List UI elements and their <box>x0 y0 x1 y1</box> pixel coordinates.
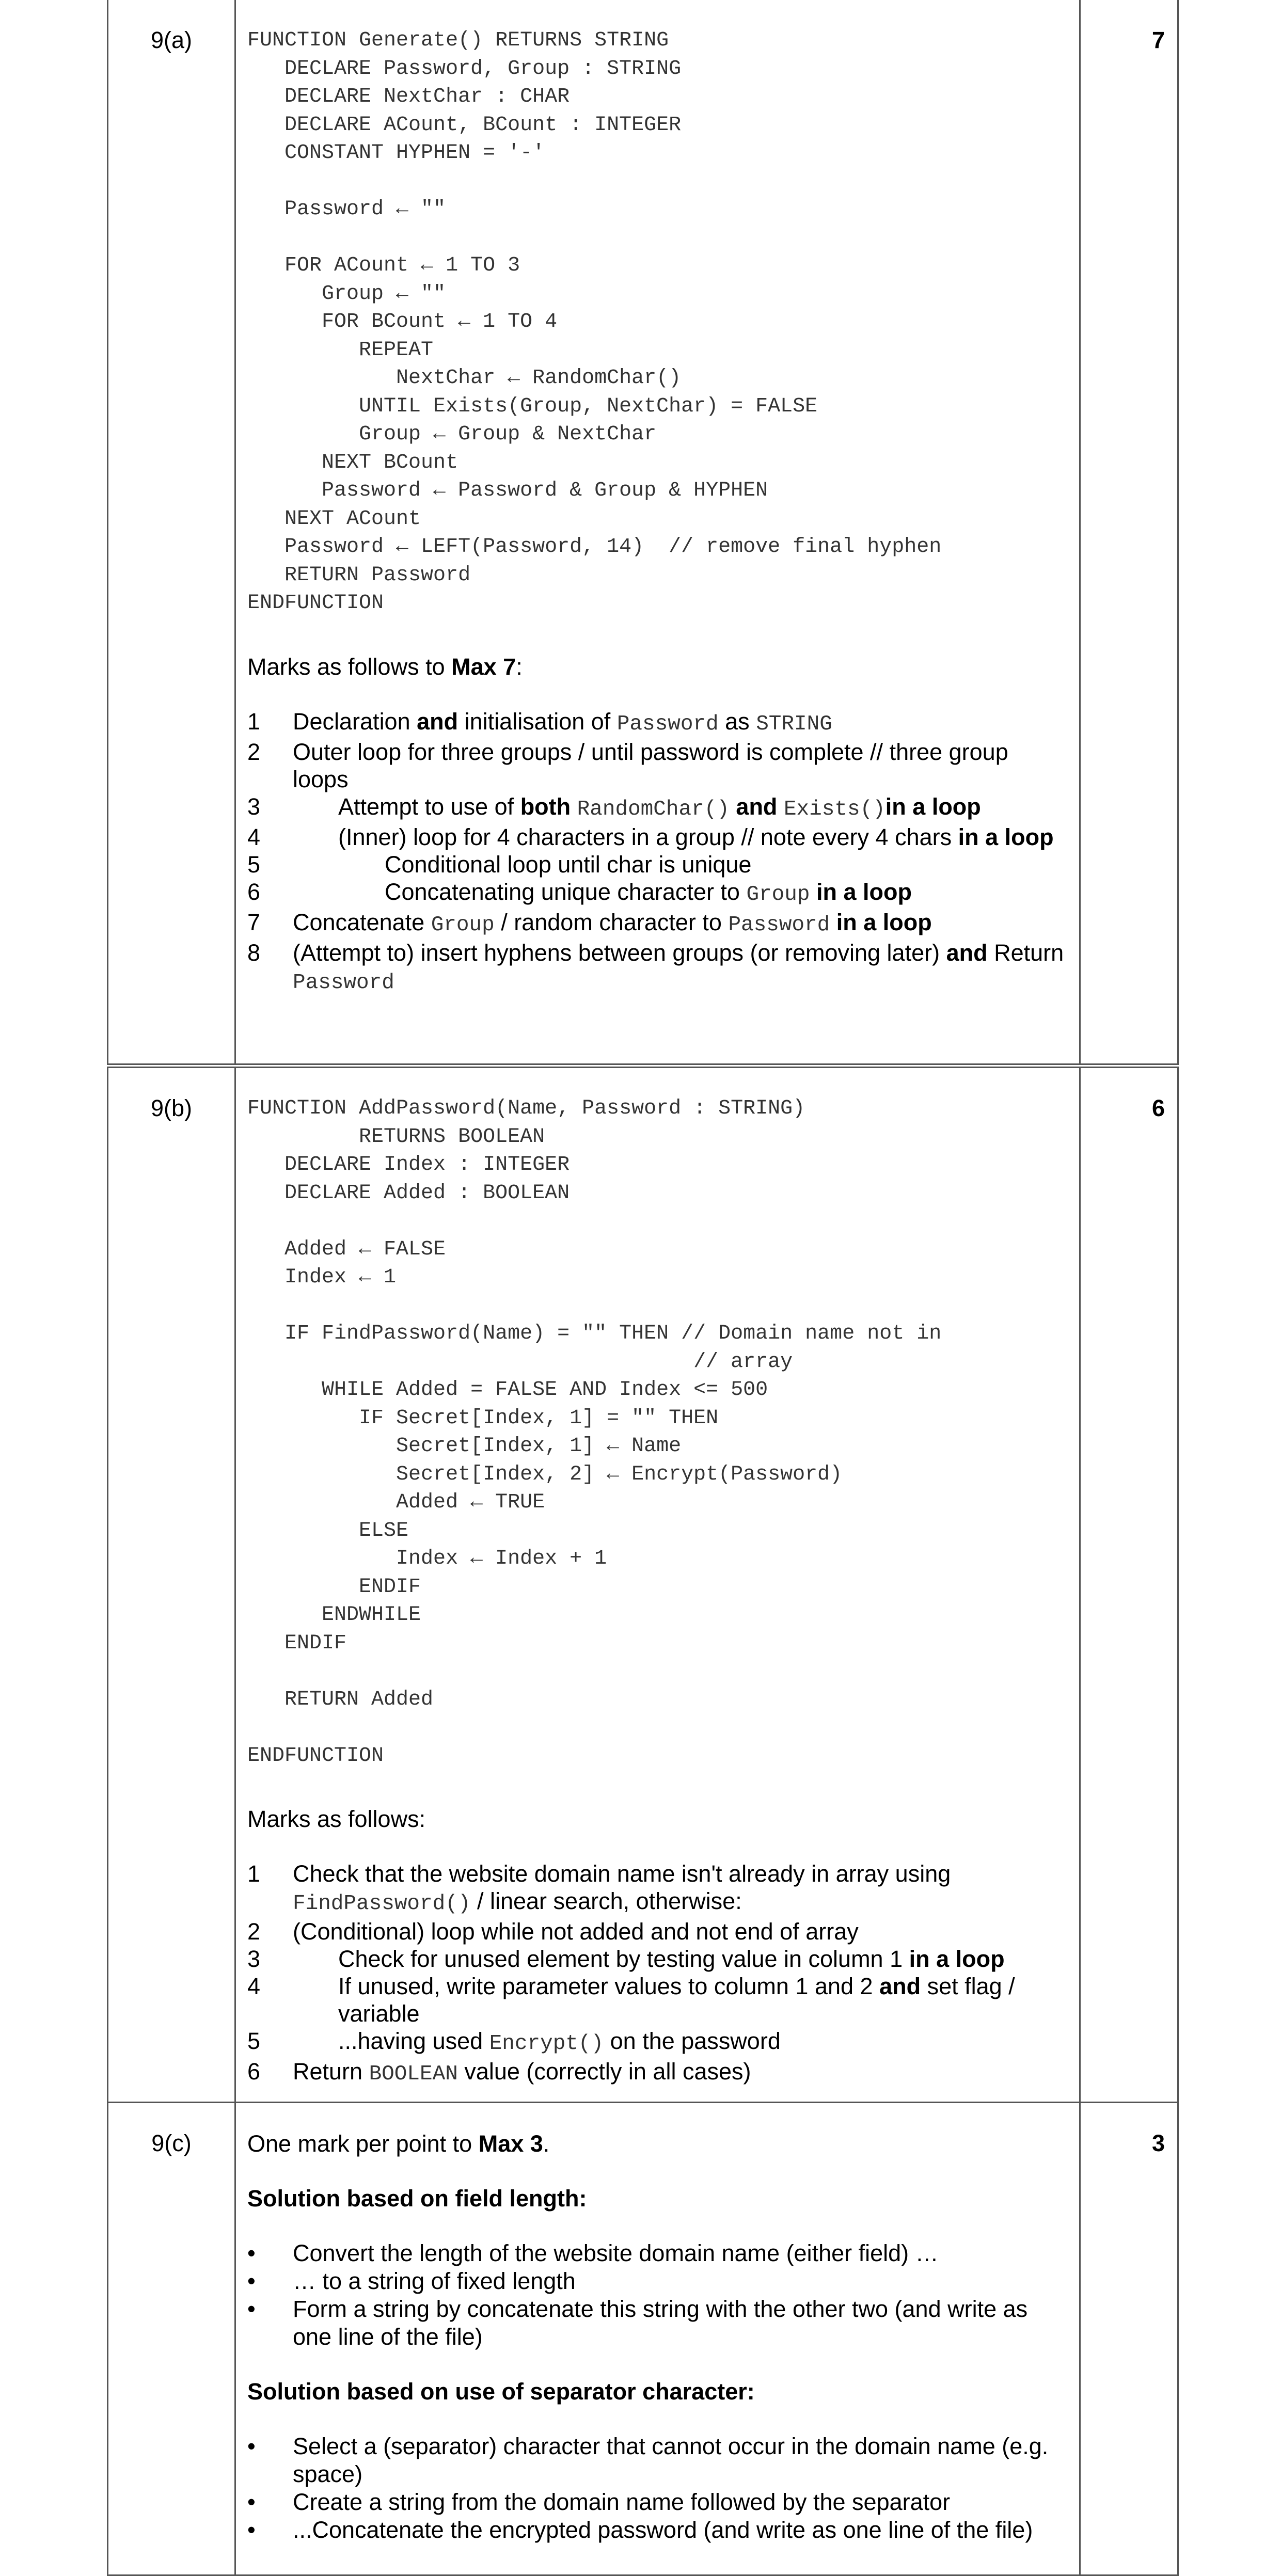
code-line: Password ← LEFT(Password, 14) // remove final hyphen <box>247 535 942 559</box>
marks-value: 7 <box>1080 0 1178 1066</box>
mark-scheme-sheet <box>107 0 1177 2576</box>
code-line: FUNCTION Generate() RETURNS STRING <box>247 29 669 52</box>
question-number: 9(c) <box>108 2103 235 2575</box>
code-line: UNTIL Exists(Group, NextChar) = FALSE <box>247 394 818 418</box>
code-line: ENDFUNCTION <box>247 592 384 615</box>
code-line: DECLARE ACount, BCount : INTEGER <box>247 113 682 137</box>
marking-point: 6 Concatenating unique character to Group in a loop <box>247 878 912 907</box>
marks-intro: One mark per point to Max 3. <box>247 2130 550 2157</box>
marking-point: 6 Return BOOLEAN value (correctly in all cases) <box>247 2058 751 2086</box>
code-line: REPEAT <box>247 338 434 362</box>
code-line: Password ← "" <box>247 198 446 221</box>
marking-point: 1 Check that the website domain name isn't already in array using FindPassword() / linear search, otherwise: <box>247 1861 951 1916</box>
code-line <box>247 224 1069 252</box>
marking-point: 1 Declaration and initialisation of Password as STRING <box>247 708 832 736</box>
pseudocode-block <box>247 27 1069 618</box>
marking-point: 2 (Conditional) loop while not added and not end of array <box>247 1918 859 1945</box>
code-line: ENDIF <box>247 1631 347 1655</box>
code-line: Added ← TRUE <box>247 1491 545 1514</box>
code-line: Index ← 1 <box>247 1266 397 1289</box>
solution-points <box>247 2239 1069 2351</box>
code-line: ENDWHILE <box>247 1603 421 1627</box>
code-line: NEXT ACount <box>247 507 421 531</box>
code-line: ELSE <box>247 1519 409 1543</box>
solution-point: • Convert the length of the website domain name (either field) … <box>247 2240 939 2266</box>
solution-point: • Create a string from the domain name followed by the separator <box>247 2489 951 2515</box>
solution-point: • … to a string of fixed length <box>247 2268 576 2294</box>
code-line <box>247 168 1069 196</box>
code-line <box>247 1658 1069 1686</box>
code-line: ENDFUNCTION <box>247 1744 384 1768</box>
solution-point: • Form a string by concatenate this string with the other two (and write as one line of the file) <box>247 2296 1028 2350</box>
pseudocode-block <box>247 1095 1069 1770</box>
question-row-9b <box>108 1066 1178 2103</box>
marking-points <box>247 1860 1069 2088</box>
question-row-9c <box>108 2103 1178 2575</box>
question-number: 9(b) <box>108 1066 235 2103</box>
code-line: NEXT BCount <box>247 451 458 474</box>
marking-point: 3 Check for unused element by testing value in column 1 in a loop <box>247 1946 1005 1972</box>
code-line: DECLARE Password, Group : STRING <box>247 57 682 81</box>
code-line: DECLARE Index : INTEGER <box>247 1153 570 1176</box>
marks-value: 3 <box>1080 2103 1178 2575</box>
code-line: Group ← "" <box>247 282 446 306</box>
code-line: // array <box>247 1350 793 1374</box>
marking-point: 2 Outer loop for three groups / until password is complete // three group loops <box>247 738 1008 792</box>
code-line: WHILE Added = FALSE AND Index <= 500 <box>247 1378 768 1402</box>
solution-points <box>247 2432 1069 2544</box>
solution-point: • Select a (separator) character that cannot occur in the domain name (e.g. space) <box>247 2433 1049 2487</box>
code-line: Added ← FALSE <box>247 1237 446 1261</box>
answer-cell <box>235 1066 1080 2103</box>
marks-intro: Marks as follows to Max 7: <box>247 653 523 680</box>
answer-cell <box>235 2103 1080 2575</box>
mark-scheme-table <box>107 0 1179 2576</box>
code-line: DECLARE NextChar : CHAR <box>247 85 570 108</box>
code-line: Secret[Index, 1] ← Name <box>247 1435 682 1458</box>
marking-point: 8 (Attempt to) insert hyphens between groups (or removing later) and Return Password <box>247 939 1064 995</box>
code-line: DECLARE Added : BOOLEAN <box>247 1181 570 1205</box>
marks-value: 6 <box>1080 1066 1178 2103</box>
code-line: Password ← Password & Group & HYPHEN <box>247 479 768 502</box>
code-line: ENDIF <box>247 1575 421 1599</box>
solution-heading: Solution based on field length: <box>247 2185 587 2212</box>
code-line: FOR BCount ← 1 TO 4 <box>247 310 558 333</box>
code-line: IF FindPassword(Name) = "" THEN // Domain name not in <box>247 1322 942 1345</box>
code-line <box>247 1714 1069 1742</box>
code-line: Group ← Group & NextChar <box>247 423 657 446</box>
marking-point: 5 ...having used Encrypt() on the password <box>247 2028 781 2056</box>
marking-point: 4 If unused, write parameter values to column 1 and 2 and set flag / variable <box>247 1973 1015 2027</box>
code-line: RETURN Added <box>247 1688 434 1711</box>
marking-point: 3 Attempt to use of both RandomChar() and Exists()in a loop <box>247 793 981 821</box>
answer-cell <box>235 0 1080 1066</box>
code-line: FUNCTION AddPassword(Name, Password : STRING) <box>247 1097 805 1120</box>
code-line: RETURN Password <box>247 563 471 587</box>
marks-intro: Marks as follows: <box>247 1806 426 1832</box>
code-line <box>247 1292 1069 1321</box>
code-line: Secret[Index, 2] ← Encrypt(Password) <box>247 1462 843 1486</box>
marking-point: 7 Concatenate Group / random character to Password in a loop <box>247 909 932 937</box>
code-line: IF Secret[Index, 1] = "" THEN <box>247 1406 719 1430</box>
code-line: NextChar ← RandomChar() <box>247 367 682 390</box>
question-row-9a <box>108 0 1178 1066</box>
solution-heading: Solution based on use of separator character: <box>247 2378 755 2405</box>
code-line <box>247 1207 1069 1236</box>
solution-point: • ...Concatenate the encrypted password (and write as one line of the file) <box>247 2517 1033 2543</box>
code-line: Index ← Index + 1 <box>247 1547 607 1570</box>
code-line: FOR ACount ← 1 TO 3 <box>247 254 520 277</box>
marking-point: 5 Conditional loop until char is unique <box>247 851 752 878</box>
question-number: 9(a) <box>108 0 235 1066</box>
code-line: RETURNS BOOLEAN <box>247 1125 545 1149</box>
marking-points <box>247 708 1069 997</box>
marking-point: 4 (Inner) loop for 4 characters in a group // note every 4 chars in a loop <box>247 823 1054 850</box>
code-line: CONSTANT HYPHEN = '-' <box>247 141 545 165</box>
